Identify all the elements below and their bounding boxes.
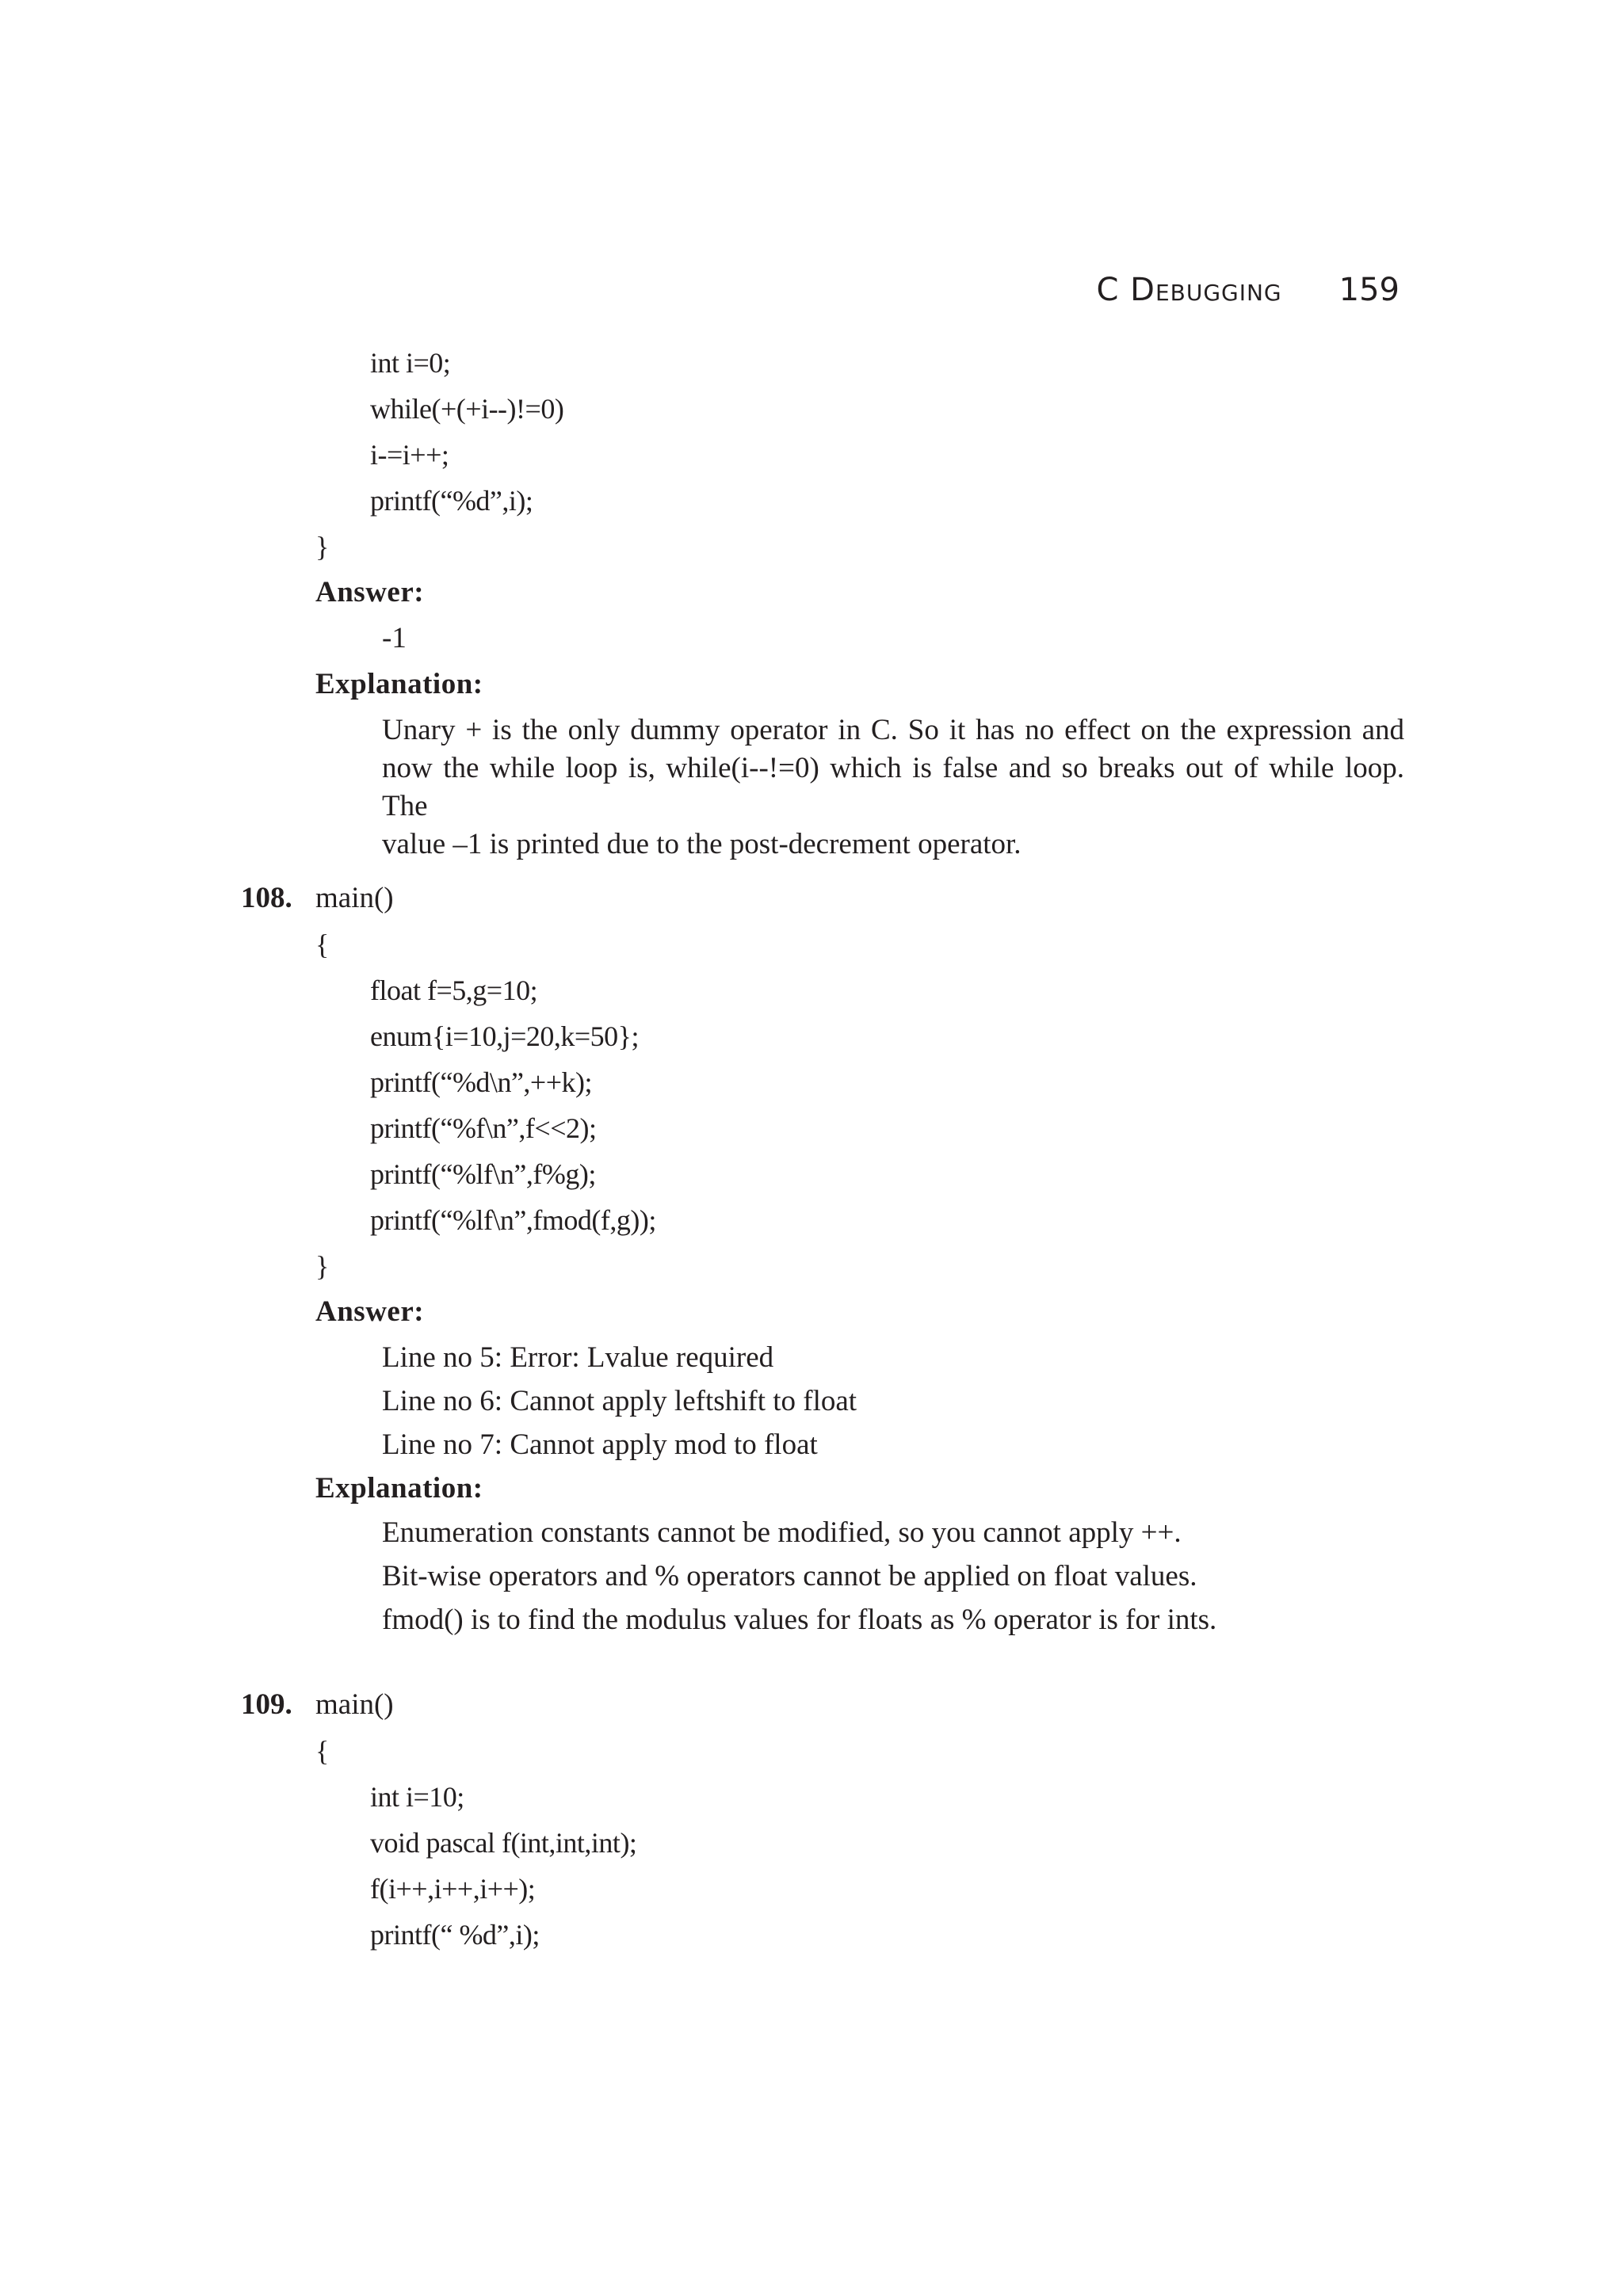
question-number: 108. xyxy=(241,882,292,914)
code-line: void pascal f(int,int,int); xyxy=(370,1827,637,1859)
running-header xyxy=(1096,272,1400,308)
answer-label: Answer: xyxy=(315,576,425,608)
code-line: float f=5,g=10; xyxy=(370,974,538,1006)
code-line: printf(“%f\n”,f<<2); xyxy=(370,1112,597,1144)
open-brace: { xyxy=(315,1735,330,1767)
chapter-title xyxy=(1096,272,1281,308)
explanation-paragraph xyxy=(382,711,1404,864)
code-line: printf(“%lf\n”,fmod(f,g)); xyxy=(370,1204,656,1236)
code-line: printf(“ %d”,i); xyxy=(370,1919,540,1951)
code-line: printf(“%lf\n”,f%g); xyxy=(370,1158,596,1190)
explanation-line: Enumeration constants cannot be modified, so you cannot apply ++. xyxy=(382,1516,1182,1549)
question-number: 109. xyxy=(241,1688,292,1721)
answer-label: Answer: xyxy=(315,1295,425,1328)
open-brace: { xyxy=(315,929,330,960)
explanation-line: now the while loop is, while(i--!=0) which is false and so breaks out of while loop. The xyxy=(382,752,1404,822)
question-heading: main() xyxy=(315,1688,394,1721)
answer-line: Line no 5: Error: Lvalue required xyxy=(382,1341,774,1374)
explanation-line: fmod() is to find the modulus values for floats as % operator is for ints. xyxy=(382,1604,1217,1636)
close-brace: } xyxy=(315,531,330,563)
code-line: int i=10; xyxy=(370,1781,464,1813)
code-line: i-=i++; xyxy=(370,439,449,471)
close-brace: } xyxy=(315,1250,330,1282)
answer-text: -1 xyxy=(382,622,407,654)
page-number: 159 xyxy=(1338,272,1400,308)
code-line: int i=0; xyxy=(370,347,451,379)
chapter-initial: C xyxy=(1096,272,1120,308)
code-line: printf(“%d\n”,++k); xyxy=(370,1066,593,1098)
chapter-title-rest: Debugging xyxy=(1130,272,1282,308)
explanation-line: value –1 is printed due to the post-decrement operator. xyxy=(382,828,1022,860)
code-line: while(+(+i--)!=0) xyxy=(370,393,564,425)
explanation-label: Explanation: xyxy=(315,1472,483,1505)
answer-line: Line no 6: Cannot apply leftshift to float xyxy=(382,1385,857,1417)
explanation-line: Unary + is the only dummy operator in C. So it has no effect on the expression and xyxy=(382,714,1404,746)
answer-line: Line no 7: Cannot apply mod to float xyxy=(382,1428,818,1461)
code-line: printf(“%d”,i); xyxy=(370,485,533,517)
code-line: enum{i=10,j=20,k=50}; xyxy=(370,1020,639,1052)
explanation-label: Explanation: xyxy=(315,668,483,700)
code-line: f(i++,i++,i++); xyxy=(370,1873,536,1905)
question-heading: main() xyxy=(315,882,394,914)
explanation-line: Bit-wise operators and % operators cannot be applied on float values. xyxy=(382,1560,1197,1592)
